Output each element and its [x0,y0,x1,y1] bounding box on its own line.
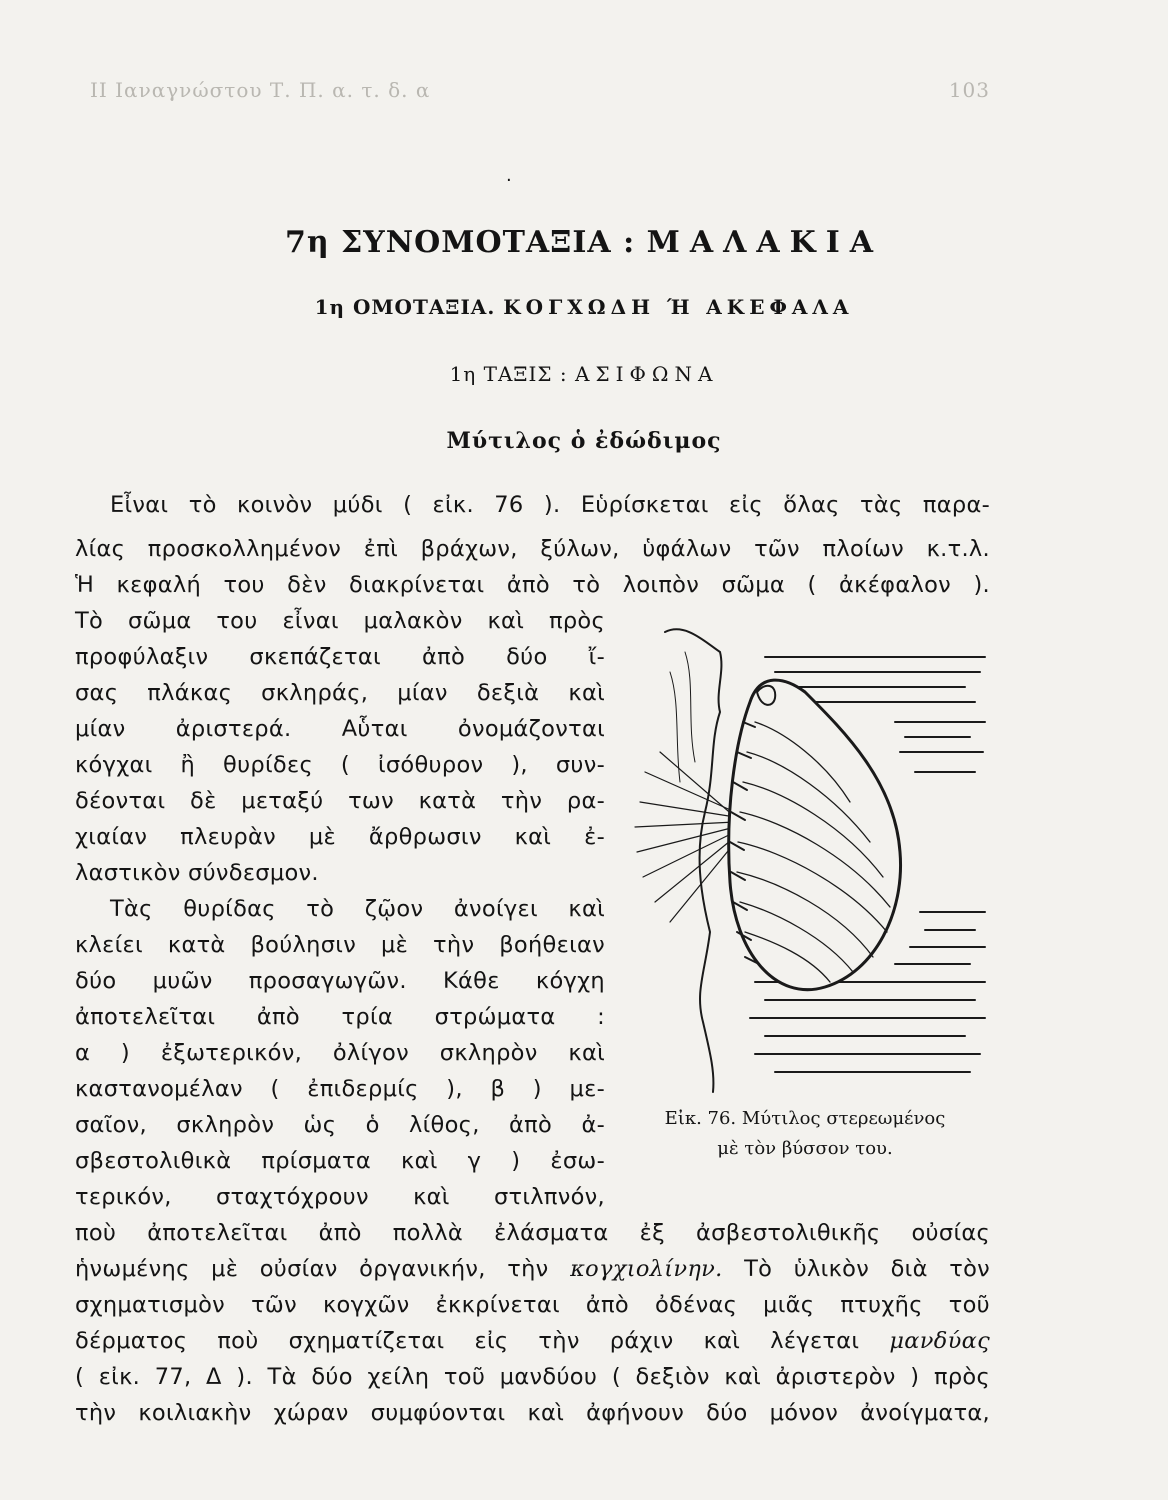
body-line: α ) ἐξωτερικόν, ὀλίγον σκληρὸν καὶ [75,1040,605,1066]
body-line: Τὸ σῶμα του εἶναι μαλακὸν καὶ πρὸς [75,608,605,634]
body-text-segment: ἡνωμένης μὲ οὐσίαν ὀργανικήν, τὴν [75,1256,549,1282]
order-heading [0,362,1168,386]
body-line: σας πλάκας σκληράς, μίαν δεξιὰ καὶ [75,680,605,706]
figure-caption-line-1: Εἰκ. 76. Μύτιλος στερεωμένος [664,1108,946,1129]
body-line: ποὺ ἀποτελεῖται ἀπὸ πολλὰ ἐλάσματα ἐξ ἀσβεστολιθικῆς οὐσίας [75,1220,990,1246]
body-line: κλείει κατὰ βούλησιν μὲ τὴν βοήθειαν [75,932,605,958]
body-line [75,1326,990,1356]
class-name: ΚΟΓΧΩΔΗ Ή ΑΚΕΦΑΛΑ [503,295,854,319]
body-line: λαστικὸν σύνδεσμον. [75,860,319,886]
phylum-heading [0,225,1168,260]
page-mark-dot: · [506,170,512,191]
body-line: ( εἰκ. 77, Δ ). Τὰ δύο χείλη τοῦ μανδύου ( δεξιὸν καὶ ἀριστερὸν ) πρὸς [75,1364,990,1390]
phylum-name: ΜΑΛΑΚΙΑ [646,225,884,260]
term-mantle: μανδύας [889,1328,990,1354]
body-line: δύο μυῶν προσαγωγῶν. Κάθε κόγχη [75,968,605,994]
body-line: σχηματισμὸν τῶν κογχῶν ἐκκρίνεται ἀπὸ ὀδένας μιᾶς πτυχῆς τοῦ [75,1292,990,1318]
class-label: 1η ΟΜΟΤΑΞΙΑ. [314,295,496,319]
bleed-through-header [90,78,990,102]
class-heading [0,295,1168,319]
order-name: ΑΣΙΦΩΝΑ [575,362,719,386]
body-line [75,1254,990,1284]
page-number: 103 [948,78,990,102]
body-text-segment: Τὸ ὑλικὸν διὰ τὸν [744,1256,991,1282]
body-line: ἀποτελεῖται ἀπὸ τρία στρώματα : [75,1004,605,1030]
body-line: προφύλαξιν σκεπάζεται ἀπὸ δύο ἴ- [75,644,605,670]
body-line: σβεστολιθικὰ πρίσματα καὶ γ ) ἐσω- [75,1148,605,1174]
figure-caption-line-2: μὲ τὸν βύσσον του. [717,1138,893,1159]
body-line: λίας προσκολλημένον ἐπὶ βράχων, ξύλων, ὑφάλων τῶν πλοίων κ.τ.λ. [75,536,990,562]
body-line: τὴν κοιλιακὴν χώραν συμφύονται καὶ ἀφήνουν δύο μόνον ἀνοίγματα, [75,1400,990,1426]
body-line: τερικόν, σταχτόχρουν καὶ στιλπνόν, [75,1184,605,1210]
species-heading: Μύτιλος ὁ ἐδώδιμος [446,428,722,454]
term-conchiolin: κογχιολίνην. [570,1256,723,1282]
body-line: Τὰς θυρίδας τὸ ζῷον ἀνοίγει καὶ [110,896,605,922]
ghost-header-text: ΙΙ Ιαναγνώστου Τ. Π. α. τ. δ. α [90,78,431,102]
order-label: 1η ΤΑΞΙΣ : [449,362,568,386]
body-line: Εἶναι τὸ κοινὸν μύδι ( εἰκ. 76 ). Εὑρίσκεται εἰς ὅλας τὰς παρα- [110,492,990,518]
body-line: Ἡ κεφαλή του δὲν διακρίνεται ἀπὸ τὸ λοιπὸν σῶμα ( ἀκέφαλον ). [75,572,990,598]
body-line: καστανομέλαν ( ἐπιδερμίς ), β ) με- [75,1076,605,1102]
phylum-label: 7η ΣΥΝΟΜΟΤΑΞΙΑ : [284,225,636,260]
mussel-illustration [625,612,995,1102]
body-line: κόγχαι ἢ θυρίδες ( ἰσόθυρον ), συν- [75,752,605,778]
body-text-segment: δέρματος ποὺ σχηματίζεται εἰς τὴν ράχιν καὶ λέγεται [75,1328,860,1354]
body-line: μίαν ἀριστερά. Αὗται ὀνομάζονται [75,716,605,742]
body-line: δέονται δὲ μεταξύ των κατὰ τὴν ρα- [75,788,605,814]
body-line: χιαίαν πλευρὰν μὲ ἄρθρωσιν καὶ ἐ- [75,824,605,850]
body-line: σαῖον, σκληρὸν ὡς ὁ λίθος, ἀπὸ ἀ- [75,1112,605,1138]
